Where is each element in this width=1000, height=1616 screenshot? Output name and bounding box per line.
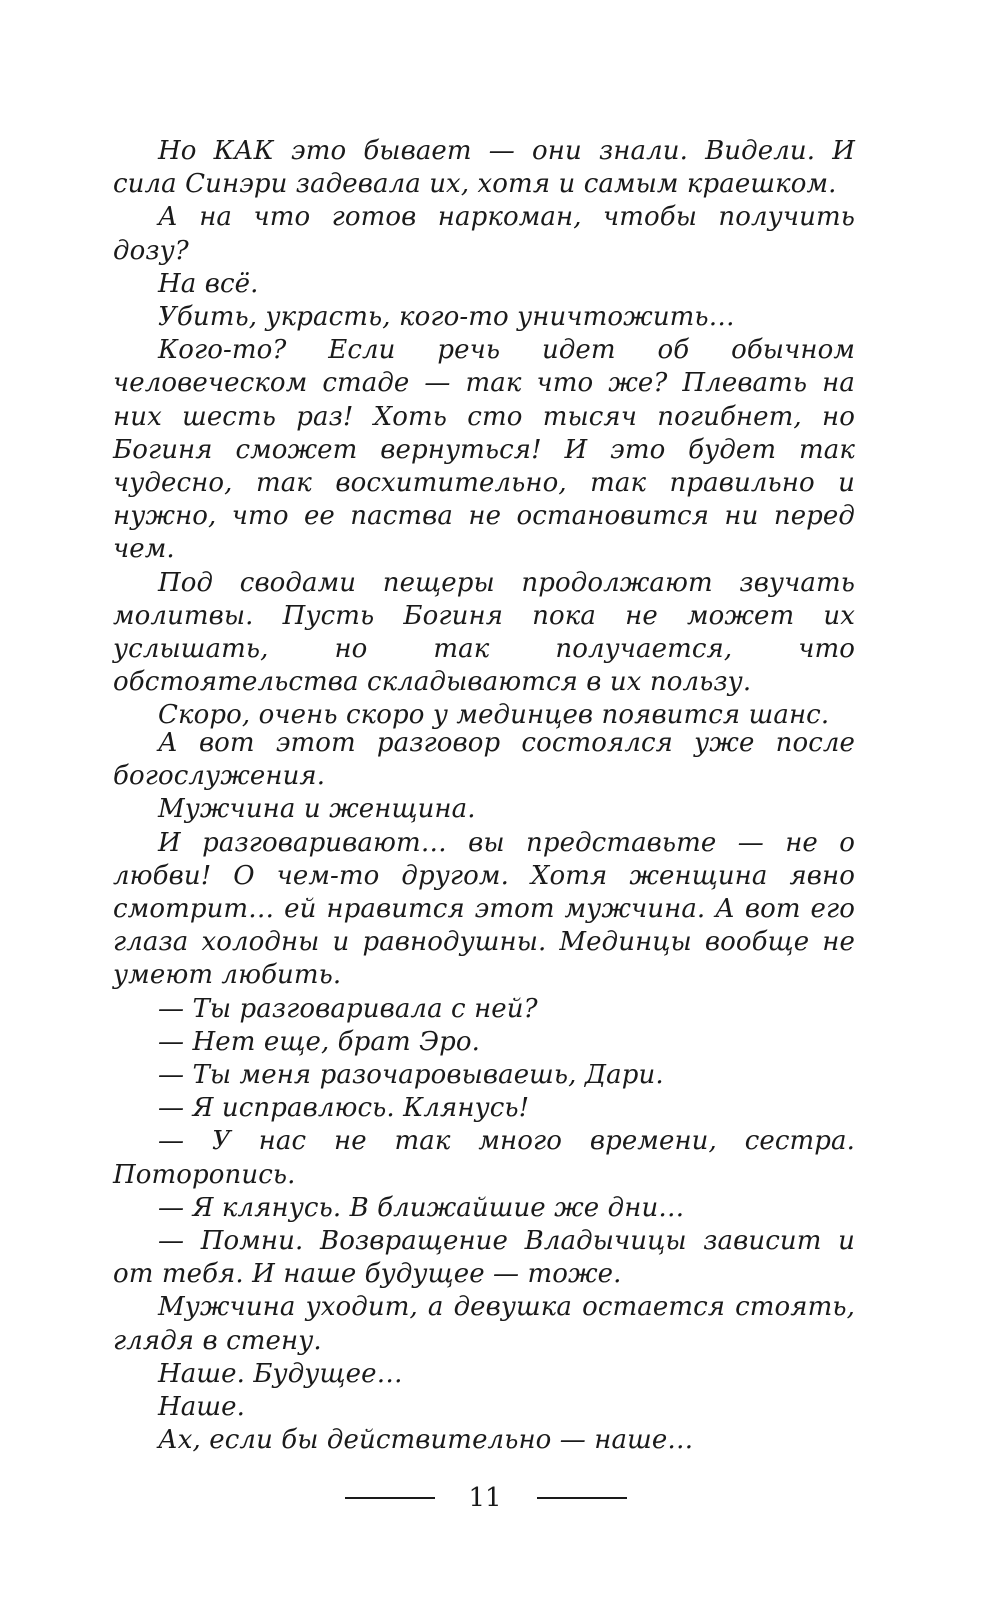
paragraph: Под сводами пещеры продолжают звучать молитвы. Пусть Богиня пока не может их услышать, но так получается, что обстоятельства складываются в их пользу. [113,567,855,698]
paragraph: Скоро, очень скоро у мединцев появится шанс. [158,700,830,731]
page-number: 11 [468,1483,502,1513]
dialogue-line: — У нас не так много времени, сестра. Поторопись. [113,1126,855,1190]
footer-rule-left [345,1497,435,1499]
text-section-2 [113,727,855,1457]
paragraph: Наше. [158,1392,245,1423]
paragraph: Но КАК это бывает — они знали. Видели. И сила Синэри задевала их, хотя и самым краешком. [113,136,855,200]
paragraph: На всё. [158,268,259,299]
paragraph: Ах, если бы действительно — наше… [158,1425,694,1456]
text-section-1 [113,135,855,733]
paragraph: Кого-то? Если речь идет об обычном человеческом стаде — так что же? Плевать на них шесть раз! Хоть сто тысяч погибнет, но Богиня сможет вернуться! И это будет так чудесно, так восхитительно, так правильно и нужно, что ее паства не остановится ни перед чем. [113,335,855,565]
paragraph: Наше. Будущее… [158,1358,403,1389]
footer-rule-right [537,1497,627,1499]
paragraph: Убить, украсть, кого-то уничтожить… [158,302,735,333]
dialogue-line: — Ты меня разочаровываешь, Дари. [158,1060,664,1091]
dialogue-line: — Ты разговаривала с ней? [158,993,538,1024]
dialogue-line: — Я клянусь. В ближайшие же дни… [158,1192,685,1223]
dialogue-line: — Нет еще, брат Эро. [158,1026,480,1057]
dialogue-line: — Помни. Возвращение Владычицы зависит и от тебя. И наше будущее — тоже. [113,1226,855,1290]
paragraph: А на что готов наркоман, чтобы получить дозу? [113,202,855,266]
page-footer [0,1478,1000,1518]
dialogue-line: — Я исправлюсь. Клянусь! [158,1093,530,1124]
paragraph: Мужчина уходит, а девушка остается стоять, глядя в стену. [113,1292,855,1356]
paragraph: А вот этот разговор состоялся уже после богослужения. [113,728,855,792]
paragraph: Мужчина и женщина. [158,794,476,825]
paragraph: И разговаривают… вы представьте — не о любви! О чем-то другом. Хотя женщина явно смотрит… ей нравится этот мужчина. А вот его глаза холодны и равнодушны. Мединцы вообще не умеют любить. [113,827,855,991]
